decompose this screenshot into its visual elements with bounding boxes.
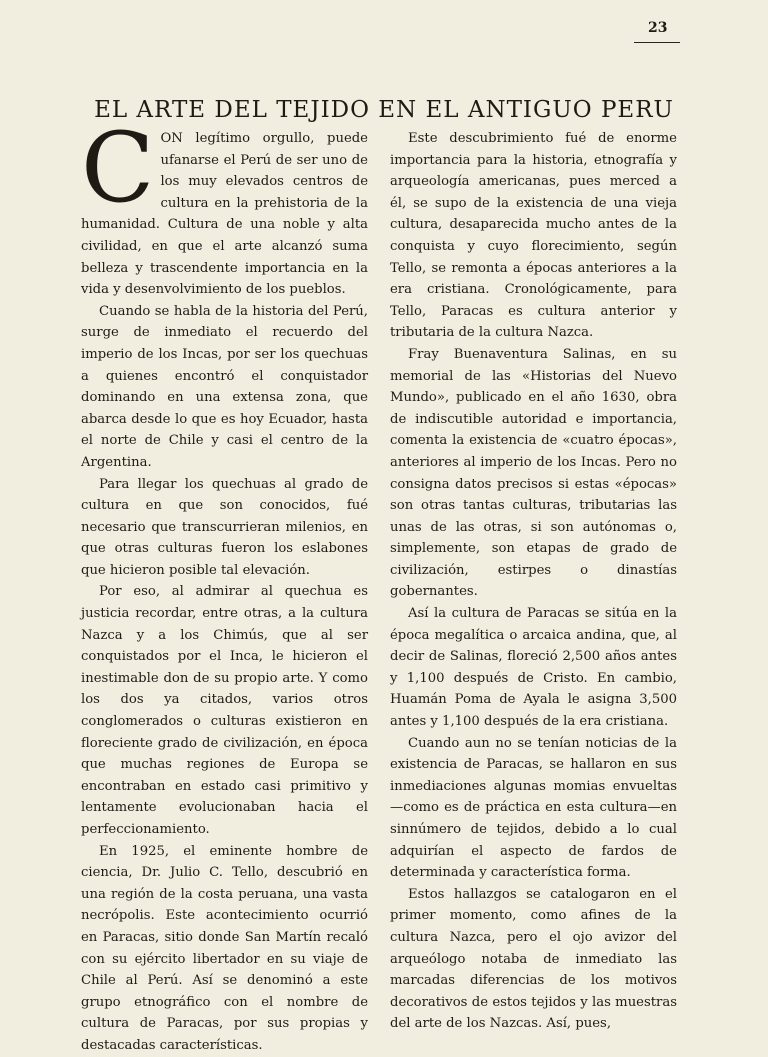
paragraph: Fray Buenaventura Salinas, en su memorial de las «Historias del Nuevo Mundo», publicado en el año 1630, obra de indiscutible autoridad e importancia, comenta la existencia de «cuatro épocas», anteriores al imperio de los Incas. Pero no consigna datos precisos si estas «épocas» son otras tantas culturas, tributarias las unas de las otras, si son autónomas o, simplemente, son etapas de grado de civilización, estirpes o dinastías gobernantes. <box>390 346 677 600</box>
paragraph: En 1925, el eminente hombre de ciencia, Dr. Julio C. Tello, descubrió en una región de la costa peruana, una vasta necrópolis. Este acontecimiento ocurrió en Paracas, sitio donde San Martín recaló con su ejército libertador en su viaje de Chile al Perú. Así se denominó a este grupo etnográfico con el nombre de cultura de Paracas, por sus propias y destacadas características. <box>81 843 368 1053</box>
article-title: EL ARTE DEL TEJIDO EN EL ANTIGUO PERU <box>94 97 674 124</box>
page-number-rule <box>634 42 680 43</box>
right-column <box>390 128 677 1035</box>
paragraph-text: ON legítimo orgullo, puede ufanarse el Perú de ser uno de los muy elevados centros de cultura en la prehistoria de la humanidad. Cultura de una noble y alta civilidad, en que el arte alcanzó suma belleza y trascendente importancia en la vida y desenvolvimiento de los pueblos. <box>81 131 368 298</box>
paragraph: Para llegar los quechuas al grado de cultura en que son conocidos, fué necesario que transcurrieran milenios, en que otras culturas fueron los eslabones que hicieron posible tal elevación. <box>81 476 368 578</box>
paragraph: Estos hallazgos se catalogaron en el primer momento, como afines de la cultura Nazca, pero el ojo avizor del arqueólogo notaba de inmediato las marcadas diferencias de los motivos decorativos de estos tejidos y las muestras del arte de los Nazcas. Así, pues, <box>390 886 677 1032</box>
left-column <box>81 112 368 1057</box>
drop-cap: C <box>81 112 155 224</box>
paragraph: Cuando se habla de la historia del Perú, surge de inmediato el recuerdo del imperio de los Incas, por ser los quechuas a quienes encontró el conquistador dominando en una extensa zona, que abarca desde lo que es hoy Ecuador, hasta el norte de Chile y casi el centro de la Argentina. <box>81 303 368 470</box>
paragraph: Por eso, al admirar al quechua es justicia recordar, entre otras, a la cultura Nazca y a los Chimús, que al ser conquistados por el Inca, le hicieron el inestimable don de su propio arte. Y como los dos ya citados, varios otros conglomerados o culturas existieron en floreciente grado de civilización, en época que muchas regiones de Europa se encontraban en estado casi primitivo y lentamente evolucionaban hacia el perfeccionamiento. <box>81 584 368 837</box>
paragraph: Este descubrimiento fué de enorme importancia para la historia, etnografía y arqueología americanas, pues merced a él, se supo de la existencia de una vieja cultura, desaparecida mucho antes de la conquista y cuyo florecimiento, según Tello, se remonta a épocas anteriores a la era cristiana. Cronológicamente, para Tello, Paracas es cultura anterior y tributaria de la cultura Nazca. <box>390 131 677 341</box>
paragraph: Cuando aun no se tenían noticias de la existencia de Paracas, se hallaron en sus inmediaciones algunas momias envueltas—como es de práctica en esta cultura—en sinnúmero de tejidos, debido a lo cual adquirían el aspecto de fardos de determinada y característica forma. <box>390 735 677 881</box>
paragraph <box>81 112 368 301</box>
paragraph: Así la cultura de Paracas se sitúa en la época megalítica o arcaica andina, que, al decir de Salinas, floreció 2,500 años antes y 1,100 después de Cristo. En cambio, Huamán Poma de Ayala le asigna 3,500 antes y 1,100 después de la era cristiana. <box>390 606 677 730</box>
page-number: 23 <box>648 20 668 36</box>
